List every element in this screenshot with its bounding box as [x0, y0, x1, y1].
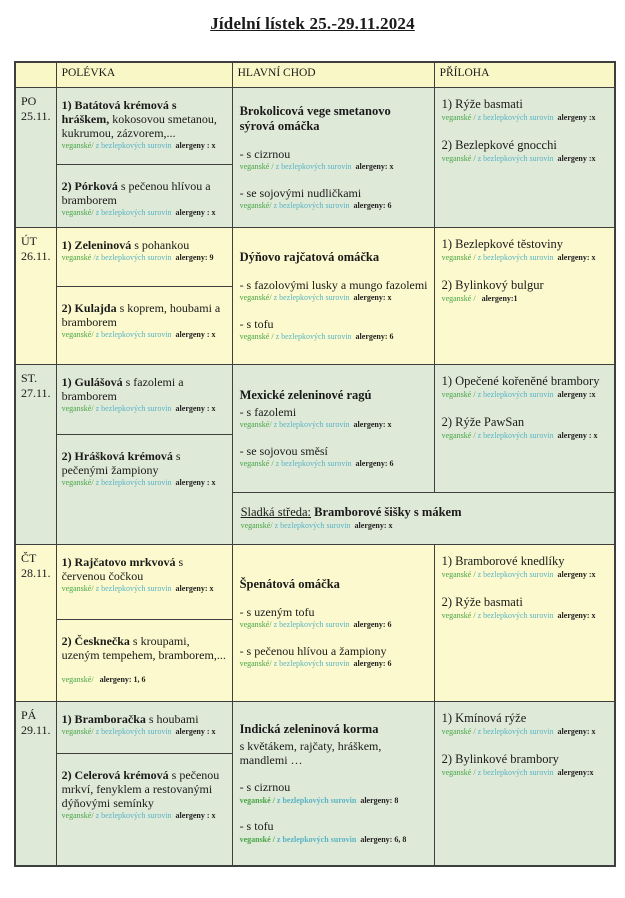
vegan-label: veganské/	[61, 141, 94, 151]
vegan-label: veganské /	[441, 113, 476, 122]
allergen-label: alergeny :x	[557, 113, 596, 122]
vegan-label: veganské /	[441, 768, 476, 778]
gluten-free-label: z bezlepkových surovin	[93, 208, 172, 218]
header-row	[15, 62, 615, 88]
main-course-subtitle: s květákem, rajčaty, hráškem, mandlemi …	[239, 738, 382, 767]
diet-tag-line	[442, 253, 610, 263]
day-abbr: PÁ	[21, 708, 37, 722]
diet-tag-line	[62, 330, 227, 340]
diet-tag-line	[241, 521, 610, 531]
main-course-cell	[232, 702, 434, 866]
side-dish-cell	[434, 365, 615, 493]
vegan-label: veganské /	[239, 162, 274, 172]
gluten-free-label: z bezlepkových surovin	[475, 253, 554, 262]
main-variant	[240, 605, 429, 631]
main-variant-name: - s fazolemi	[239, 404, 297, 419]
main-variant	[240, 644, 429, 670]
allergen-label: alergeny: 6	[355, 331, 394, 341]
side-item-name: 2) Bylinkový bulgur	[441, 278, 544, 293]
allergen-label: alergeny: 9	[175, 253, 214, 263]
diet-tag-line	[240, 293, 429, 303]
column-header-soup: POLÉVKA	[56, 62, 232, 88]
diet-tag-line	[442, 113, 610, 123]
gluten-free-label: z bezlepkových surovin	[93, 404, 172, 414]
gluten-free-label: z bezlepkových surovin	[475, 570, 554, 579]
vegan-label: veganské/	[239, 293, 272, 303]
main-variant	[240, 317, 429, 343]
main-variant-name: - s tofu	[239, 316, 274, 331]
diet-tag-line	[62, 727, 227, 737]
diet-tag-line	[442, 727, 610, 737]
day-row-ÚT	[15, 228, 615, 287]
main-variant	[240, 819, 429, 845]
gluten-free-label: /z bezlepkových surovin	[93, 253, 172, 263]
allergen-label: alergeny: x	[557, 253, 596, 262]
side-dish-cell	[434, 545, 615, 702]
gluten-free-label: z bezlepkových surovin	[93, 330, 172, 340]
soup-name: 2) Hrášková krémová	[61, 449, 173, 463]
gluten-free-label: z bezlepkových surovin	[271, 200, 350, 210]
soup-cell	[56, 287, 232, 365]
menu-table	[14, 61, 616, 867]
diet-tag-line	[240, 201, 429, 211]
day-row-ČT	[15, 545, 615, 620]
side-item-name: 1) Bezlepkové těstoviny	[441, 237, 564, 251]
gluten-free-label: z bezlepkových surovin	[475, 154, 554, 164]
diet-tag-line	[442, 611, 610, 621]
gluten-free-label: z bezlepkových surovin	[274, 795, 357, 805]
soup-cell	[56, 88, 232, 165]
sweet-wednesday-line	[241, 505, 610, 520]
side-item	[442, 415, 610, 441]
side-item	[442, 138, 610, 164]
gluten-free-label: z bezlepkových surovin	[475, 611, 554, 621]
soup-cell	[56, 620, 232, 702]
soup-name: 1) Rajčatovo mrkvová	[61, 555, 176, 569]
day-abbr: ST.	[21, 371, 38, 385]
soup-cell	[56, 435, 232, 545]
allergen-label: alergeny : x	[175, 404, 216, 414]
side-item	[442, 278, 610, 304]
gluten-free-label: z bezlepkových surovin	[271, 658, 350, 668]
gluten-free-label: z bezlepkových surovin	[93, 727, 172, 737]
side-item-name: 2) Rýže basmati	[441, 595, 523, 610]
soup-cell	[56, 365, 232, 435]
main-course-cell	[232, 365, 434, 493]
diet-tag-line	[442, 768, 610, 778]
side-dish-cell	[434, 228, 615, 365]
day-row-ST	[15, 365, 615, 435]
soup-item: 1) Rajčatovo mrkvová s červenou čočkou	[61, 555, 184, 584]
soup-item: 1) Gulášová s fazolemi a bramborem	[61, 375, 184, 404]
allergen-label: alergeny: 8	[360, 795, 399, 805]
vegan-label: veganské/	[61, 330, 94, 340]
soup-item: 1) Zeleninová s pohankou	[61, 238, 190, 252]
gluten-free-label: z bezlepkových surovin	[93, 811, 172, 821]
diet-tag-line	[62, 208, 227, 218]
day-abbr: PO	[21, 94, 37, 108]
vegan-label: veganské /	[441, 570, 476, 579]
main-course-title: Brokolicová vege smetanovo sýrová omáčka	[239, 103, 391, 133]
page-title: Jídelní lístek 25.-29.11.2024	[210, 14, 415, 33]
allergen-label: alergeny : x	[175, 811, 216, 821]
vegan-label: veganské /	[441, 611, 476, 621]
side-item	[442, 237, 610, 263]
day-abbr: ÚT	[21, 234, 37, 248]
soup-item: 2) Pórková s pečenou hlívou a bramborem	[61, 179, 211, 208]
sweet-wednesday-label: Sladká středa:	[240, 505, 312, 520]
side-item-name: 2) Rýže PawSan	[441, 415, 525, 430]
soup-item: 2) Celerová krémová s pečenou mrkví, fenyklem a restovanými dýňovými semínky	[61, 768, 220, 811]
gluten-free-label: z bezlepkových surovin	[475, 113, 554, 122]
diet-tag-line	[442, 570, 610, 580]
diet-tag-line	[62, 478, 227, 488]
side-item-name: 1) Opečené kořeněné brambory	[441, 374, 600, 388]
vegan-label: veganské/	[61, 727, 94, 737]
column-header-side: PŘÍLOHA	[434, 62, 615, 88]
day-date: 29.11.	[21, 723, 51, 737]
diet-tag-line	[62, 141, 227, 151]
day-abbr: ČT	[21, 551, 37, 565]
day-date: 25.11.	[21, 109, 51, 123]
diet-tag-line	[442, 431, 610, 441]
day-date: 28.11.	[21, 566, 51, 580]
gluten-free-label: z bezlepkových surovin	[93, 478, 172, 488]
day-cell	[15, 88, 56, 228]
vegan-label: veganské/	[239, 420, 272, 430]
allergen-label: alergeny: x	[175, 584, 214, 594]
main-variant	[240, 147, 429, 173]
allergen-label: alergeny : x	[175, 478, 216, 488]
soup-name: 1) Batátová krémová s hráškem,	[61, 98, 177, 127]
soup-item: 2) Kulajda s koprem, houbami a bramborem	[61, 301, 221, 330]
main-variant-name: - s cizrnou	[239, 780, 291, 795]
main-variant-name: - se sojovými nudličkami	[239, 185, 362, 200]
soup-cell	[56, 228, 232, 287]
main-course-title: Špenátová omáčka	[239, 576, 340, 591]
vegan-label: veganské/	[61, 478, 94, 488]
main-variant	[240, 186, 429, 212]
side-item	[442, 374, 610, 400]
column-header-day	[15, 62, 56, 88]
vegan-label: veganské/	[61, 811, 94, 821]
main-variant-name: - se sojovou směsí	[239, 443, 328, 458]
diet-tag-line	[240, 659, 429, 669]
diet-tag-line	[62, 675, 227, 685]
side-item-name: 2) Bezlepkové gnocchi	[441, 138, 557, 153]
vegan-label: veganské/	[239, 200, 272, 210]
main-course-title: Dýňovo rajčatová omáčka	[239, 249, 380, 264]
diet-tag-line	[240, 796, 429, 806]
gluten-free-label: z bezlepkových surovin	[274, 834, 357, 844]
main-variant	[240, 780, 429, 806]
soup-item: 2) Česknečka s kroupami, uzeným tempehem, bramborem,...	[61, 634, 226, 663]
main-course-title: Indická zeleninová korma	[239, 721, 379, 736]
day-cell	[15, 228, 56, 365]
allergen-label: alergeny: x	[355, 162, 394, 172]
soup-name: 1) Gulášová	[61, 375, 123, 389]
gluten-free-label: z bezlepkových surovin	[273, 331, 352, 341]
gluten-free-label: z bezlepkových surovin	[271, 620, 350, 630]
sweet-wednesday-cell	[232, 493, 615, 545]
allergen-label: alergeny : x	[175, 330, 216, 340]
soup-item: 2) Hrášková krémová s pečenými žampiony	[61, 449, 181, 478]
day-cell	[15, 365, 56, 545]
main-variant	[240, 278, 429, 304]
allergen-label: alergeny : x	[557, 431, 598, 441]
vegan-label: veganské /	[441, 154, 476, 164]
vegan-label: veganské/	[239, 658, 272, 668]
allergen-label: alergeny: 6	[353, 658, 392, 668]
allergen-label: alergeny :x	[557, 570, 596, 579]
side-item	[442, 711, 610, 737]
day-date: 26.11.	[21, 249, 51, 263]
vegan-label: veganské/	[240, 521, 273, 531]
allergen-label: alergeny :x	[557, 154, 596, 164]
vegan-label: veganské/	[61, 404, 94, 414]
allergen-label: alergeny: 1, 6	[99, 675, 146, 685]
vegan-label: veganské/	[61, 584, 94, 594]
day-row-PO	[15, 88, 615, 165]
diet-tag-line	[240, 162, 429, 172]
vegan-label: veganské /	[441, 390, 476, 399]
soup-name: 1) Bramboračka	[61, 712, 146, 726]
allergen-label: alergeny : x	[175, 727, 216, 737]
diet-tag-line	[240, 835, 429, 845]
gluten-free-label: z bezlepkových surovin	[273, 162, 352, 172]
gluten-free-label: z bezlepkových surovin	[93, 584, 172, 594]
vegan-label: veganské /	[239, 331, 274, 341]
soup-name: 2) Česknečka	[61, 634, 130, 648]
vegan-label: veganské /	[441, 294, 478, 304]
gluten-free-label: z bezlepkových surovin	[475, 390, 554, 399]
vegan-label: veganské /	[441, 727, 476, 736]
sweet-wednesday-name: Bramborové šišky s mákem	[311, 505, 462, 520]
vegan-label: veganské /	[239, 458, 274, 468]
main-course-cell	[232, 88, 434, 228]
side-dish-cell	[434, 702, 615, 866]
soup-cell	[56, 545, 232, 620]
allergen-label: alergeny : x	[175, 208, 216, 218]
diet-tag-line	[442, 154, 610, 164]
diet-tag-line	[62, 404, 227, 414]
vegan-label: veganské /	[441, 431, 476, 441]
allergen-label: alergeny: x	[353, 420, 392, 430]
side-item	[442, 554, 610, 580]
soup-cell	[56, 754, 232, 866]
main-variant-name: - s fazolovými lusky a mungo fazolemi	[239, 277, 428, 292]
side-dish-cell	[434, 88, 615, 228]
gluten-free-label: z bezlepkových surovin	[271, 420, 350, 430]
diet-tag-line	[62, 584, 227, 594]
allergen-label: alergeny : x	[175, 141, 216, 151]
gluten-free-label: z bezlepkových surovin	[475, 768, 554, 778]
soup-cell	[56, 702, 232, 754]
side-item	[442, 752, 610, 778]
main-variant-name: - s pečenou hlívou a žampiony	[239, 643, 387, 658]
main-course-title: Mexické zeleninové ragú	[239, 387, 372, 402]
main-variant-name: - s tofu	[239, 819, 274, 834]
allergen-label: alergeny: x	[354, 521, 393, 531]
main-course-cell	[232, 545, 434, 702]
allergen-label: alergeny: x	[557, 727, 596, 736]
day-cell	[15, 545, 56, 702]
soup-cell	[56, 165, 232, 228]
vegan-label: veganské	[61, 253, 94, 263]
allergen-label: alergeny:1	[481, 294, 518, 304]
soup-name: 2) Pórková	[61, 179, 118, 193]
gluten-free-label: z bezlepkových surovin	[271, 293, 350, 303]
allergen-label: alergeny: 6	[353, 200, 392, 210]
soup-name: 2) Celerová krémová	[61, 768, 169, 782]
diet-tag-line	[62, 811, 227, 821]
vegan-label: veganské /	[239, 834, 275, 844]
vegan-label: veganské /	[239, 795, 275, 805]
diet-tag-line	[240, 459, 429, 469]
side-item	[442, 97, 610, 123]
allergen-label: alergeny: 6	[353, 620, 392, 630]
side-item	[442, 595, 610, 621]
side-item-name: 2) Bylinkové brambory	[441, 752, 559, 767]
diet-tag-line	[442, 294, 610, 304]
day-cell	[15, 702, 56, 866]
side-item-name: 1) Rýže basmati	[441, 97, 523, 111]
menu-table-body	[15, 88, 615, 866]
gluten-free-label: z bezlepkových surovin	[475, 727, 554, 736]
vegan-label: veganské/	[61, 675, 96, 685]
diet-tag-line	[62, 253, 227, 263]
soup-name: 1) Zeleninová	[61, 238, 132, 252]
allergen-label: alergeny :x	[557, 390, 596, 399]
day-date: 27.11.	[21, 386, 51, 400]
day-row-PÁ	[15, 702, 615, 754]
column-header-main: HLAVNÍ CHOD	[232, 62, 434, 88]
side-item-name: 1) Kmínová rýže	[441, 711, 527, 725]
diet-tag-line	[442, 390, 610, 400]
diet-tag-line	[240, 332, 429, 342]
main-course-cell	[232, 228, 434, 365]
main-variant-name: - s cizrnou	[239, 146, 291, 161]
main-variant	[240, 444, 429, 470]
main-variant-name: - s uzeným tofu	[239, 604, 315, 619]
vegan-label: veganské/	[239, 620, 272, 630]
allergen-label: alergeny:x	[557, 768, 594, 778]
soup-item: 1) Bramboračka s houbami	[61, 712, 199, 726]
allergen-label: alergeny: 6, 8	[360, 834, 407, 844]
soup-name: 2) Kulajda	[61, 301, 117, 315]
gluten-free-label: z bezlepkových surovin	[272, 521, 351, 531]
side-item-name: 1) Bramborové knedlíky	[441, 554, 565, 568]
allergen-label: alergeny: x	[557, 611, 596, 621]
allergen-label: alergeny: 6	[355, 458, 394, 468]
diet-tag-line	[240, 620, 429, 630]
gluten-free-label: z bezlepkových surovin	[93, 141, 172, 151]
gluten-free-label: z bezlepkových surovin	[475, 431, 554, 441]
main-variant	[240, 405, 429, 431]
gluten-free-label: z bezlepkových surovin	[273, 458, 352, 468]
diet-tag-line	[240, 420, 429, 430]
vegan-label: veganské/	[61, 208, 94, 218]
vegan-label: veganské /	[441, 253, 476, 262]
allergen-label: alergeny: x	[353, 293, 392, 303]
soup-item: 1) Batátová krémová s hráškem, kokosovou smetanou, kukrumou, zázvorem,...	[61, 98, 217, 141]
